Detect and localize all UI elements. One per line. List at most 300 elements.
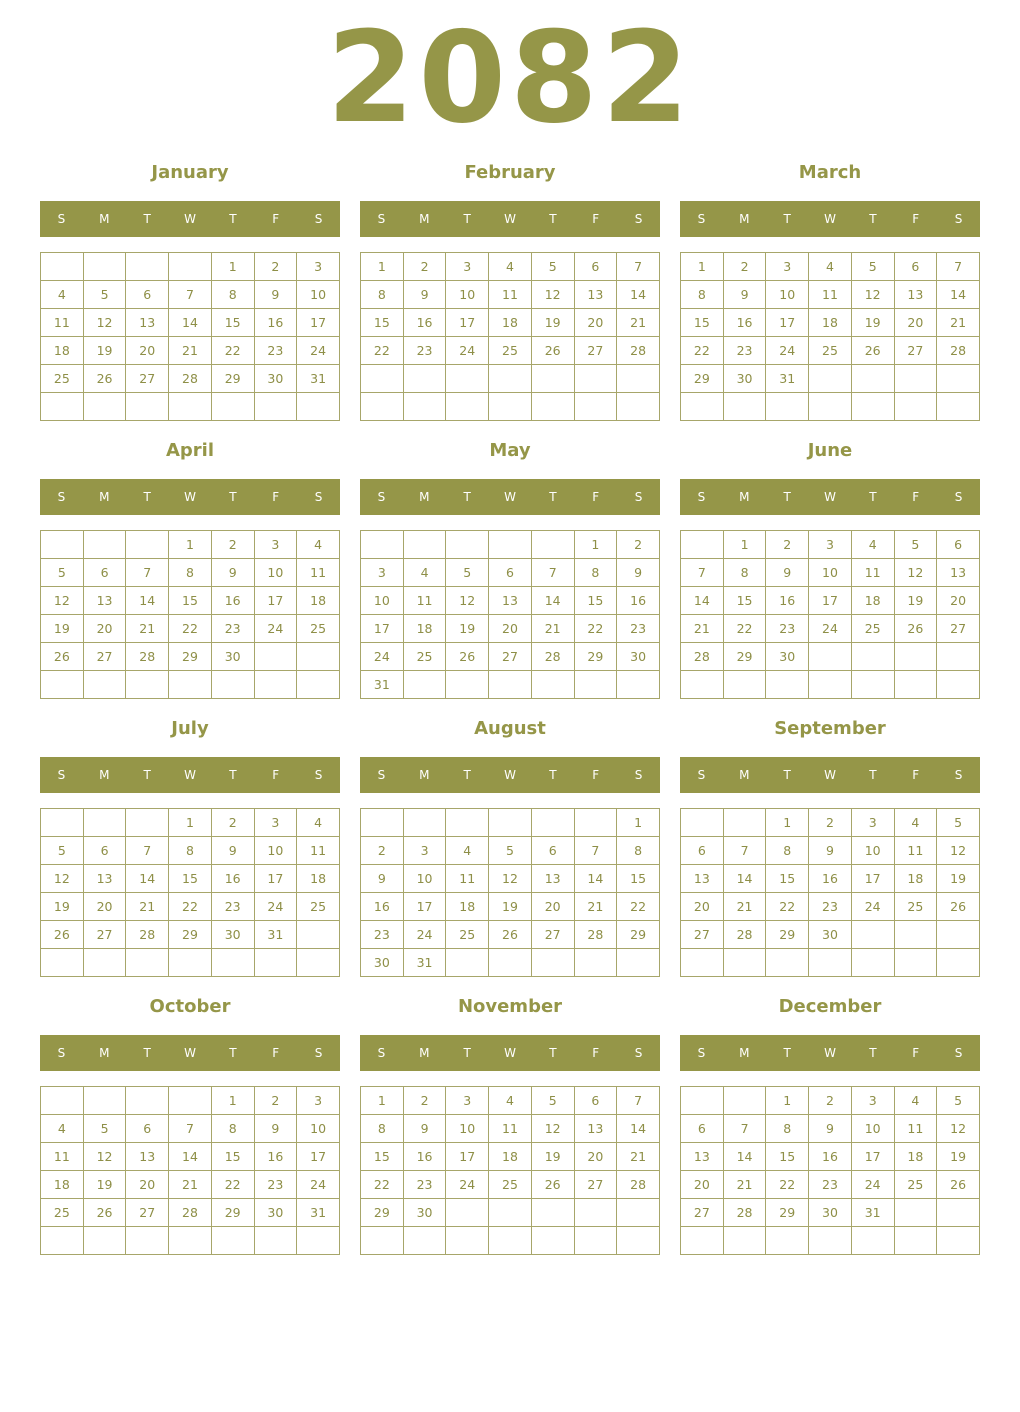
empty-day-cell — [254, 643, 297, 671]
day-cell: 22 — [617, 893, 660, 921]
day-cell: 18 — [403, 615, 446, 643]
day-cell: 21 — [126, 615, 169, 643]
empty-day-cell — [211, 1227, 254, 1255]
empty-day-cell — [446, 1199, 489, 1227]
day-cell: 18 — [297, 587, 340, 615]
day-cell: 17 — [403, 893, 446, 921]
week-row — [41, 837, 340, 865]
day-cell: 10 — [809, 559, 852, 587]
week-row — [681, 615, 980, 643]
weekday-label: W — [184, 212, 196, 226]
week-row — [41, 1087, 340, 1115]
day-cell: 2 — [617, 531, 660, 559]
week-row — [681, 1227, 980, 1255]
day-cell: 29 — [169, 921, 212, 949]
day-cell: 27 — [574, 1171, 617, 1199]
empty-day-cell — [723, 949, 766, 977]
day-cell: 20 — [574, 1143, 617, 1171]
week-row — [681, 921, 980, 949]
day-cell: 18 — [489, 309, 532, 337]
day-cell: 16 — [211, 587, 254, 615]
day-cell: 16 — [809, 865, 852, 893]
day-cell: 14 — [531, 587, 574, 615]
day-cell: 4 — [446, 837, 489, 865]
day-cell: 4 — [41, 281, 84, 309]
day-cell: 9 — [254, 281, 297, 309]
day-cell: 13 — [531, 865, 574, 893]
empty-day-cell — [574, 809, 617, 837]
empty-day-cell — [297, 643, 340, 671]
week-row — [41, 253, 340, 281]
weekday-label: S — [954, 212, 963, 226]
empty-day-cell — [169, 253, 212, 281]
week-row — [41, 1227, 340, 1255]
day-cell: 3 — [361, 559, 404, 587]
day-cell: 19 — [894, 587, 937, 615]
day-cell: 9 — [617, 559, 660, 587]
empty-day-cell — [254, 949, 297, 977]
weekday-label: T — [143, 212, 151, 226]
week-row — [361, 559, 660, 587]
day-cell: 29 — [211, 1199, 254, 1227]
day-cell: 1 — [211, 1087, 254, 1115]
weekday-label: M — [99, 212, 110, 226]
day-cell: 23 — [211, 893, 254, 921]
empty-day-cell — [681, 531, 724, 559]
day-cell: 14 — [169, 309, 212, 337]
day-cell: 24 — [297, 337, 340, 365]
day-cell: 26 — [446, 643, 489, 671]
day-cell: 7 — [126, 559, 169, 587]
day-cell: 17 — [254, 865, 297, 893]
day-cell: 18 — [297, 865, 340, 893]
days-grid — [680, 808, 980, 977]
day-cell: 6 — [681, 837, 724, 865]
week-row — [41, 1171, 340, 1199]
day-cell: 7 — [169, 281, 212, 309]
day-cell: 20 — [126, 337, 169, 365]
day-cell: 3 — [446, 253, 489, 281]
days-grid — [40, 252, 340, 421]
days-grid — [360, 1086, 660, 1255]
day-cell: 8 — [574, 559, 617, 587]
empty-day-cell — [809, 365, 852, 393]
weekday-label: M — [419, 1046, 430, 1060]
week-row — [681, 949, 980, 977]
day-cell: 2 — [254, 1087, 297, 1115]
day-cell: 29 — [723, 643, 766, 671]
week-row — [41, 393, 340, 421]
weekday-label: W — [504, 490, 516, 504]
day-cell: 12 — [83, 309, 126, 337]
weekday-header — [680, 757, 980, 793]
day-cell: 14 — [169, 1143, 212, 1171]
empty-day-cell — [894, 1199, 937, 1227]
week-row — [41, 309, 340, 337]
empty-day-cell — [211, 671, 254, 699]
weekday-label: S — [377, 490, 386, 504]
weekday-header — [360, 479, 660, 515]
day-cell: 17 — [254, 587, 297, 615]
day-cell: 10 — [254, 837, 297, 865]
day-cell: 19 — [851, 309, 894, 337]
day-cell: 19 — [83, 337, 126, 365]
day-cell: 12 — [531, 1115, 574, 1143]
day-cell: 25 — [403, 643, 446, 671]
day-cell: 26 — [83, 1199, 126, 1227]
empty-day-cell — [937, 365, 980, 393]
day-cell: 19 — [83, 1171, 126, 1199]
week-row — [361, 1087, 660, 1115]
day-cell: 9 — [361, 865, 404, 893]
day-cell: 27 — [83, 921, 126, 949]
day-cell: 19 — [41, 615, 84, 643]
weekday-label: S — [314, 490, 323, 504]
empty-day-cell — [851, 921, 894, 949]
day-cell: 17 — [809, 587, 852, 615]
weekday-label: T — [549, 1046, 557, 1060]
day-cell: 28 — [617, 1171, 660, 1199]
empty-day-cell — [809, 1227, 852, 1255]
empty-day-cell — [937, 671, 980, 699]
day-cell: 14 — [937, 281, 980, 309]
empty-day-cell — [489, 365, 532, 393]
day-cell: 6 — [681, 1115, 724, 1143]
day-cell: 23 — [403, 1171, 446, 1199]
day-cell: 13 — [83, 865, 126, 893]
weekday-label: F — [592, 212, 600, 226]
day-cell: 17 — [297, 1143, 340, 1171]
day-cell: 2 — [403, 253, 446, 281]
weekday-header — [360, 757, 660, 793]
week-row — [681, 643, 980, 671]
empty-day-cell — [297, 671, 340, 699]
day-cell: 4 — [403, 559, 446, 587]
empty-day-cell — [574, 393, 617, 421]
empty-day-cell — [681, 671, 724, 699]
day-cell: 27 — [489, 643, 532, 671]
day-cell: 12 — [937, 837, 980, 865]
empty-day-cell — [894, 671, 937, 699]
week-row — [681, 1087, 980, 1115]
weekday-label: S — [57, 212, 66, 226]
day-cell: 8 — [617, 837, 660, 865]
day-cell: 18 — [809, 309, 852, 337]
empty-day-cell — [41, 809, 84, 837]
empty-day-cell — [681, 809, 724, 837]
days-grid — [360, 252, 660, 421]
weekday-label: M — [419, 490, 430, 504]
weekday-label: S — [954, 768, 963, 782]
day-cell: 6 — [489, 559, 532, 587]
weekday-label: T — [783, 212, 791, 226]
week-row — [41, 531, 340, 559]
day-cell: 24 — [254, 893, 297, 921]
empty-day-cell — [723, 809, 766, 837]
day-cell: 28 — [681, 643, 724, 671]
day-cell: 29 — [617, 921, 660, 949]
day-cell: 28 — [723, 1199, 766, 1227]
empty-day-cell — [83, 253, 126, 281]
day-cell: 12 — [531, 281, 574, 309]
week-row — [681, 365, 980, 393]
weekday-header — [680, 1035, 980, 1071]
day-cell: 13 — [937, 559, 980, 587]
empty-day-cell — [446, 949, 489, 977]
week-row — [681, 253, 980, 281]
week-row — [361, 253, 660, 281]
month-title: September — [774, 718, 886, 739]
weekday-label: S — [57, 490, 66, 504]
empty-day-cell — [574, 671, 617, 699]
day-cell: 13 — [574, 1115, 617, 1143]
day-cell: 10 — [361, 587, 404, 615]
day-cell: 11 — [41, 1143, 84, 1171]
day-cell: 1 — [361, 1087, 404, 1115]
empty-day-cell — [41, 253, 84, 281]
day-cell: 22 — [361, 337, 404, 365]
empty-day-cell — [446, 1227, 489, 1255]
day-cell: 26 — [41, 921, 84, 949]
day-cell: 9 — [723, 281, 766, 309]
day-cell: 30 — [403, 1199, 446, 1227]
day-cell: 29 — [574, 643, 617, 671]
empty-day-cell — [169, 1227, 212, 1255]
weekday-label: T — [869, 212, 877, 226]
day-cell: 5 — [851, 253, 894, 281]
days-grid — [360, 808, 660, 977]
day-cell: 19 — [531, 309, 574, 337]
week-row — [681, 281, 980, 309]
days-grid — [40, 808, 340, 977]
day-cell: 1 — [681, 253, 724, 281]
day-cell: 21 — [681, 615, 724, 643]
day-cell: 26 — [937, 1171, 980, 1199]
day-cell: 16 — [361, 893, 404, 921]
weekday-header — [40, 201, 340, 237]
day-cell: 4 — [297, 531, 340, 559]
day-cell: 25 — [297, 893, 340, 921]
day-cell: 15 — [361, 1143, 404, 1171]
day-cell: 17 — [851, 1143, 894, 1171]
weekday-label: S — [697, 1046, 706, 1060]
day-cell: 2 — [211, 531, 254, 559]
day-cell: 27 — [83, 643, 126, 671]
day-cell: 28 — [531, 643, 574, 671]
day-cell: 15 — [766, 865, 809, 893]
day-cell: 2 — [361, 837, 404, 865]
month-title: December — [778, 996, 882, 1017]
day-cell: 20 — [531, 893, 574, 921]
weekday-label: S — [377, 212, 386, 226]
empty-day-cell — [617, 949, 660, 977]
day-cell: 15 — [169, 865, 212, 893]
empty-day-cell — [169, 949, 212, 977]
weekday-label: W — [824, 768, 836, 782]
day-cell: 9 — [809, 1115, 852, 1143]
day-cell: 15 — [723, 587, 766, 615]
day-cell: 23 — [617, 615, 660, 643]
week-row — [361, 837, 660, 865]
days-grid — [680, 530, 980, 699]
day-cell: 20 — [937, 587, 980, 615]
week-row — [361, 671, 660, 699]
week-row — [361, 1199, 660, 1227]
day-cell: 20 — [83, 893, 126, 921]
weekday-label: W — [504, 212, 516, 226]
day-cell: 2 — [211, 809, 254, 837]
day-cell: 28 — [937, 337, 980, 365]
week-row — [41, 921, 340, 949]
week-row — [361, 949, 660, 977]
day-cell: 23 — [723, 337, 766, 365]
empty-day-cell — [723, 393, 766, 421]
empty-day-cell — [937, 921, 980, 949]
day-cell: 22 — [211, 337, 254, 365]
day-cell: 21 — [169, 1171, 212, 1199]
empty-day-cell — [126, 1227, 169, 1255]
weekday-header — [360, 1035, 660, 1071]
empty-day-cell — [489, 393, 532, 421]
empty-day-cell — [851, 643, 894, 671]
day-cell: 25 — [41, 1199, 84, 1227]
empty-day-cell — [403, 671, 446, 699]
day-cell: 8 — [361, 281, 404, 309]
days-grid — [680, 1086, 980, 1255]
empty-day-cell — [446, 365, 489, 393]
day-cell: 8 — [681, 281, 724, 309]
day-cell: 26 — [851, 337, 894, 365]
day-cell: 14 — [574, 865, 617, 893]
day-cell: 30 — [254, 365, 297, 393]
day-cell: 24 — [766, 337, 809, 365]
day-cell: 4 — [297, 809, 340, 837]
empty-day-cell — [531, 365, 574, 393]
empty-day-cell — [574, 365, 617, 393]
day-cell: 3 — [403, 837, 446, 865]
day-cell: 13 — [681, 1143, 724, 1171]
day-cell: 31 — [403, 949, 446, 977]
day-cell: 6 — [531, 837, 574, 865]
weekday-label: T — [549, 768, 557, 782]
day-cell: 22 — [169, 615, 212, 643]
day-cell: 21 — [617, 1143, 660, 1171]
weekday-label: S — [697, 490, 706, 504]
day-cell: 2 — [723, 253, 766, 281]
day-cell: 22 — [766, 1171, 809, 1199]
day-cell: 31 — [766, 365, 809, 393]
week-row — [41, 365, 340, 393]
weekday-label: S — [314, 768, 323, 782]
empty-day-cell — [446, 671, 489, 699]
day-cell: 9 — [766, 559, 809, 587]
day-cell: 29 — [361, 1199, 404, 1227]
day-cell: 18 — [894, 865, 937, 893]
day-cell: 30 — [809, 921, 852, 949]
empty-day-cell — [531, 1227, 574, 1255]
day-cell: 16 — [809, 1143, 852, 1171]
day-cell: 1 — [617, 809, 660, 837]
empty-day-cell — [531, 1199, 574, 1227]
day-cell: 5 — [446, 559, 489, 587]
day-cell: 13 — [126, 309, 169, 337]
week-row — [681, 1115, 980, 1143]
day-cell: 31 — [361, 671, 404, 699]
day-cell: 9 — [211, 559, 254, 587]
empty-day-cell — [254, 1227, 297, 1255]
weekday-label: S — [314, 1046, 323, 1060]
empty-day-cell — [574, 949, 617, 977]
day-cell: 18 — [851, 587, 894, 615]
day-cell: 8 — [169, 837, 212, 865]
week-row — [41, 1115, 340, 1143]
empty-day-cell — [617, 365, 660, 393]
day-cell: 13 — [126, 1143, 169, 1171]
day-cell: 24 — [446, 337, 489, 365]
day-cell: 14 — [126, 865, 169, 893]
weekday-label: M — [99, 768, 110, 782]
weekday-label: M — [99, 1046, 110, 1060]
week-row — [681, 1171, 980, 1199]
day-cell: 27 — [126, 1199, 169, 1227]
day-cell: 26 — [41, 643, 84, 671]
day-cell: 19 — [41, 893, 84, 921]
weekday-label: T — [463, 212, 471, 226]
day-cell: 7 — [681, 559, 724, 587]
weekday-label: M — [419, 768, 430, 782]
day-cell: 1 — [723, 531, 766, 559]
day-cell: 11 — [297, 837, 340, 865]
weekday-label: T — [549, 212, 557, 226]
empty-day-cell — [126, 949, 169, 977]
weekday-label: T — [143, 1046, 151, 1060]
day-cell: 23 — [809, 1171, 852, 1199]
week-row — [361, 1115, 660, 1143]
weekday-label: F — [592, 490, 600, 504]
day-cell: 22 — [766, 893, 809, 921]
empty-day-cell — [126, 671, 169, 699]
day-cell: 16 — [254, 1143, 297, 1171]
week-row — [681, 837, 980, 865]
empty-day-cell — [126, 253, 169, 281]
empty-day-cell — [41, 949, 84, 977]
day-cell: 4 — [809, 253, 852, 281]
empty-day-cell — [574, 1227, 617, 1255]
empty-day-cell — [297, 1227, 340, 1255]
day-cell: 15 — [211, 1143, 254, 1171]
empty-day-cell — [766, 393, 809, 421]
weekday-header — [40, 757, 340, 793]
weekday-label: F — [912, 1046, 920, 1060]
day-cell: 25 — [894, 1171, 937, 1199]
empty-day-cell — [681, 1227, 724, 1255]
empty-day-cell — [41, 1087, 84, 1115]
day-cell: 13 — [83, 587, 126, 615]
day-cell: 6 — [83, 837, 126, 865]
day-cell: 6 — [574, 253, 617, 281]
week-row — [41, 949, 340, 977]
weekday-label: F — [912, 212, 920, 226]
weekday-label: T — [229, 212, 237, 226]
month-title: June — [807, 440, 853, 461]
weekday-label: M — [739, 1046, 750, 1060]
day-cell: 15 — [211, 309, 254, 337]
week-row — [361, 893, 660, 921]
empty-day-cell — [83, 671, 126, 699]
day-cell: 5 — [41, 559, 84, 587]
weekday-label: T — [783, 1046, 791, 1060]
empty-day-cell — [126, 393, 169, 421]
